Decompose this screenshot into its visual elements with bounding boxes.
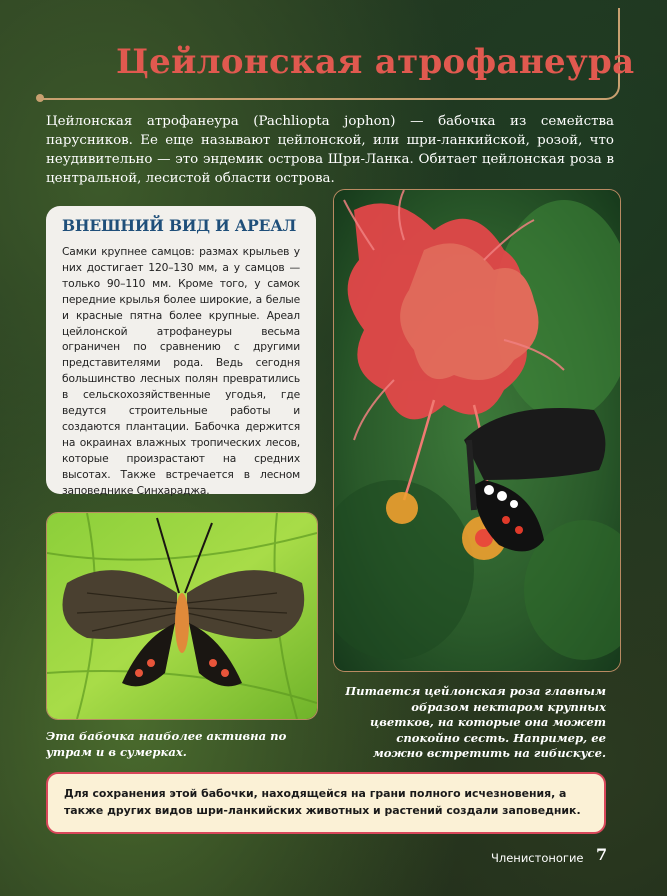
info-box-text: Самки крупнее самцов: размах крыльев у них достигает 120–130 мм, а у самцов — только 90–110 мм. Кроме того, у самок передние крылья более широкие, а белые и красные пятна более крупные. Ареал цейлонской атрофанеуры весьма ограничен по сравнению с другими представителями рода. Ведь сегодня большинство лесных полян превратились в сельскохозяйственные угодья, где ведутся строительные работы и создаются плантации. Бабочка держится на окраинах влажных тропических лесов, которые произрастают на средних высотах. Также встречается в лесном заповеднике Синхараджа. (62, 245, 300, 497)
footer-page-number: 7 (596, 845, 608, 864)
conservation-note-box (46, 772, 606, 834)
photo-butterfly-on-leaf (46, 512, 318, 720)
photo-butterfly-on-hibiscus (333, 189, 621, 672)
intro-paragraph: Цейлонская атрофанеура (Pachliopta jophon) — бабочка из семейства парусников. Ее еще называют цейлонской, или шри-ланкийской, розой, что неудивительно — это эндемик острова Шри-Ланка. Обитает цейлонская роза в центральной, лесистой области острова. (46, 114, 614, 186)
caption-butterfly-feeding: Питается цейлонская роза главным образом нектаром крупных цветков, на которые она может спокойно сесть. Например, ее можно встретить на гибискусе. (345, 684, 606, 760)
caption-butterfly-activity: Эта бабочка наиболее активна по утрам и в сумерках. (46, 729, 287, 759)
title-frame-dot (36, 94, 44, 102)
info-box-heading: ВНЕШНИЙ ВИД И АРЕАЛ (62, 216, 297, 235)
conservation-note-text: Для сохранения этой бабочки, находящейся на грани полного исчезновения, а также других видов шри-ланкийских животных и растений создали заповедник. (64, 787, 581, 817)
info-box (46, 206, 316, 497)
footer-section-name: Членистоногие (491, 851, 584, 865)
page-title: Цейлонская атрофанеура (116, 42, 635, 82)
